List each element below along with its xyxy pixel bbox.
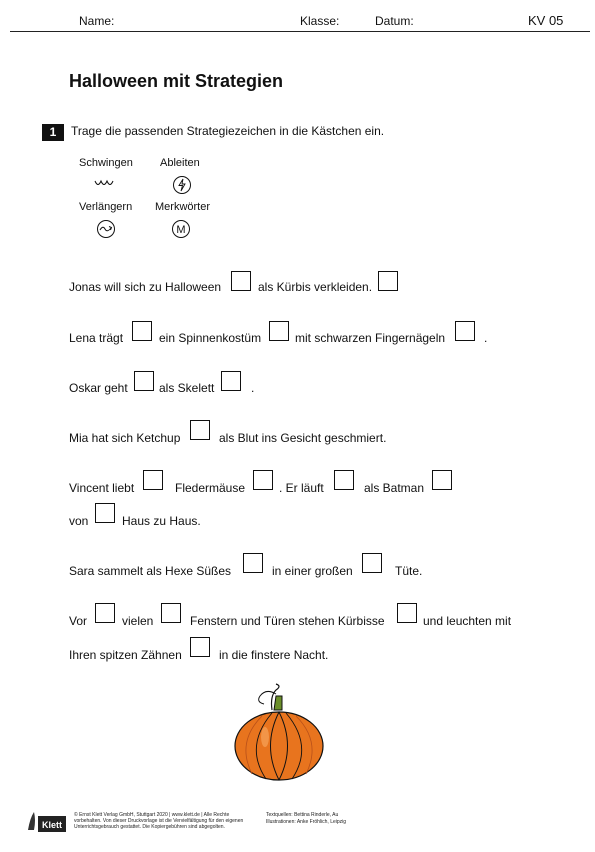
klett-logo-text: Klett	[42, 820, 62, 830]
answer-box[interactable]	[362, 553, 382, 573]
footer-credits-text: Textquellen: Bettina Rinderle, Au	[266, 812, 339, 818]
sentence-text: Tüte.	[395, 564, 423, 578]
answer-box[interactable]	[190, 637, 210, 657]
answer-box[interactable]	[231, 271, 251, 291]
sentence-text: ein Spinnenkostüm	[159, 331, 262, 345]
date-label: Datum:	[375, 14, 414, 28]
answer-box[interactable]	[161, 603, 181, 623]
kv-code: KV 05	[528, 13, 564, 28]
answer-box[interactable]	[378, 271, 398, 291]
sentence-text: Jonas will sich zu Halloween	[69, 280, 222, 294]
sentence-text: Vincent liebt	[69, 481, 135, 495]
class-label: Klasse:	[300, 14, 340, 28]
sentence-text: als Batman	[364, 481, 425, 495]
answer-box[interactable]	[269, 321, 289, 341]
arrow-circle-icon	[96, 219, 116, 239]
sentence-text: als Skelett	[159, 381, 215, 395]
lightning-circle-icon	[172, 175, 192, 195]
answer-box[interactable]	[253, 470, 273, 490]
name-label: Name:	[79, 14, 115, 28]
sentence-text: in einer großen	[272, 564, 353, 578]
sentence-text: als Blut ins Gesicht geschmiert.	[219, 431, 387, 445]
sentence-text: Ihren spitzen Zähnen	[69, 648, 182, 662]
answer-box[interactable]	[134, 371, 154, 391]
sentence-text: Fledermäuse	[175, 481, 246, 495]
answer-box[interactable]	[221, 371, 241, 391]
sentence-text: Sara sammelt als Hexe Süßes	[69, 564, 232, 578]
strategy-label-ableiten: Ableiten	[160, 157, 200, 169]
task-number: 1	[42, 124, 64, 141]
strategy-label-schwingen: Schwingen	[79, 157, 133, 169]
sentence-text: Lena trägt	[69, 331, 124, 345]
sentence-text: in die finstere Nacht.	[219, 648, 329, 662]
sentence-text: . Er läuft	[279, 481, 324, 495]
answer-box[interactable]	[95, 603, 115, 623]
answer-box[interactable]	[143, 470, 163, 490]
wave-icon	[94, 178, 118, 190]
sentence-text: Vor	[69, 614, 88, 628]
strategy-label-merkwoerter: Merkwörter	[155, 201, 211, 213]
sentence-text: vielen	[122, 614, 154, 628]
answer-box[interactable]	[132, 321, 152, 341]
sentence-text: Oskar geht	[69, 381, 128, 395]
answer-box[interactable]	[432, 470, 452, 490]
sentence-text: Mia hat sich Ketchup	[69, 431, 181, 445]
answer-box[interactable]	[95, 503, 115, 523]
sentence-text: mit schwarzen Fingernägeln	[295, 331, 446, 345]
m-circle-icon	[171, 219, 191, 239]
answer-box[interactable]	[190, 420, 210, 440]
header-divider	[10, 31, 590, 32]
sentence-text: und leuchten mit	[423, 614, 512, 628]
svg-text:M: M	[176, 224, 186, 236]
sentence-text: Haus zu Haus.	[122, 514, 201, 528]
sentence-text: .	[251, 381, 255, 395]
answer-box[interactable]	[334, 470, 354, 490]
answer-box[interactable]	[397, 603, 417, 623]
sentence-text: als Kürbis verkleiden.	[258, 280, 373, 294]
pumpkin-illustration	[232, 682, 326, 782]
klett-logo	[24, 808, 68, 834]
page-title: Halloween mit Strategien	[69, 71, 284, 91]
sentence-text: Fenstern und Türen stehen Kürbisse	[190, 614, 385, 628]
sentence-text: von	[69, 514, 89, 528]
task-instruction: Trage die passenden Strategiezeichen in die Kästchen ein.	[71, 124, 385, 138]
footer-credits-illustrations: Illustrationen: Anke Fröhlich, Leipzig	[266, 819, 347, 825]
footer-copyright: © Ernst Klett Verlag GmbH, Stuttgart 2020 | www.klett.de | Alle Rechte vorbehalten. Von dieser Druckvorlage ist die Vervielfältigung für den eigenen Unterrichtsgebrauch gestattet. Die Kopiergebühren sind abgegolten.	[74, 812, 244, 830]
strategy-label-verlaengern: Verlängern	[79, 201, 133, 213]
answer-box[interactable]	[243, 553, 263, 573]
answer-box[interactable]	[455, 321, 475, 341]
sentence-text: .	[484, 331, 488, 345]
